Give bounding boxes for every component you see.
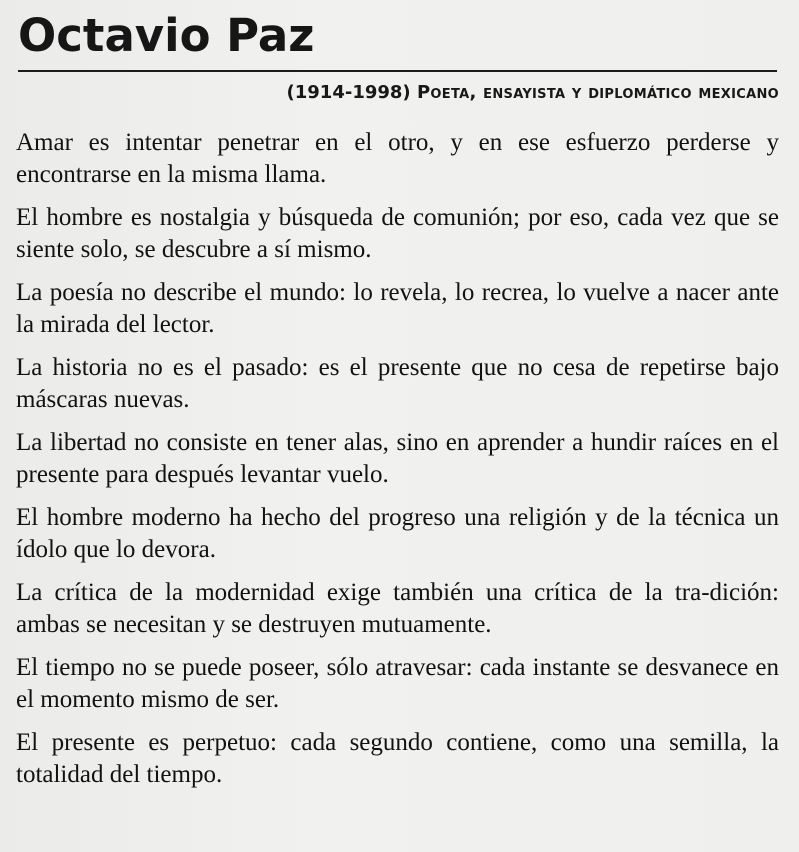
- author-role: Poeta, ensayista y diplomático mexicano: [416, 82, 779, 103]
- quote-5: La libertad no consiste en tener alas, sino en aprender a hundir raíces en el presente para después levantar vuelo.: [16, 429, 779, 488]
- quote-6: El hombre moderno ha hecho del progreso una religión y de la técnica un ídolo que lo devora.: [16, 504, 779, 563]
- author-years: (1914-1998): [286, 82, 411, 103]
- quote-2: El hombre es nostalgia y búsqueda de comunión; por eso, cada vez que se siente solo, se descubre a sí mismo.: [16, 204, 779, 263]
- title-divider: [18, 70, 777, 72]
- page-title: Octavio Paz: [18, 9, 315, 62]
- quote-1: Amar es intentar penetrar en el otro, y en ese esfuerzo perderse y encontrarse en la misma llama.: [16, 129, 779, 188]
- quote-3: La poesía no describe el mundo: lo revela, lo recrea, lo vuelve a nacer ante la mirada del lector.: [16, 279, 779, 338]
- quote-7: La crítica de la modernidad exige también una crítica de la tra-dición: ambas se necesitan y se destruyen mutuamente.: [16, 579, 779, 638]
- quote-list: [16, 127, 779, 802]
- quote-4: La historia no es el pasado: es el presente que no cesa de repetirse bajo máscaras nuevas.: [16, 354, 779, 413]
- quote-9: El presente es perpetuo: cada segundo contiene, como una semilla, la totalidad del tiempo.: [16, 729, 779, 788]
- author-subtitle: [287, 80, 779, 106]
- quote-8: El tiempo no se puede poseer, sólo atravesar: cada instante se desvanece en el momento mismo de ser.: [16, 654, 779, 713]
